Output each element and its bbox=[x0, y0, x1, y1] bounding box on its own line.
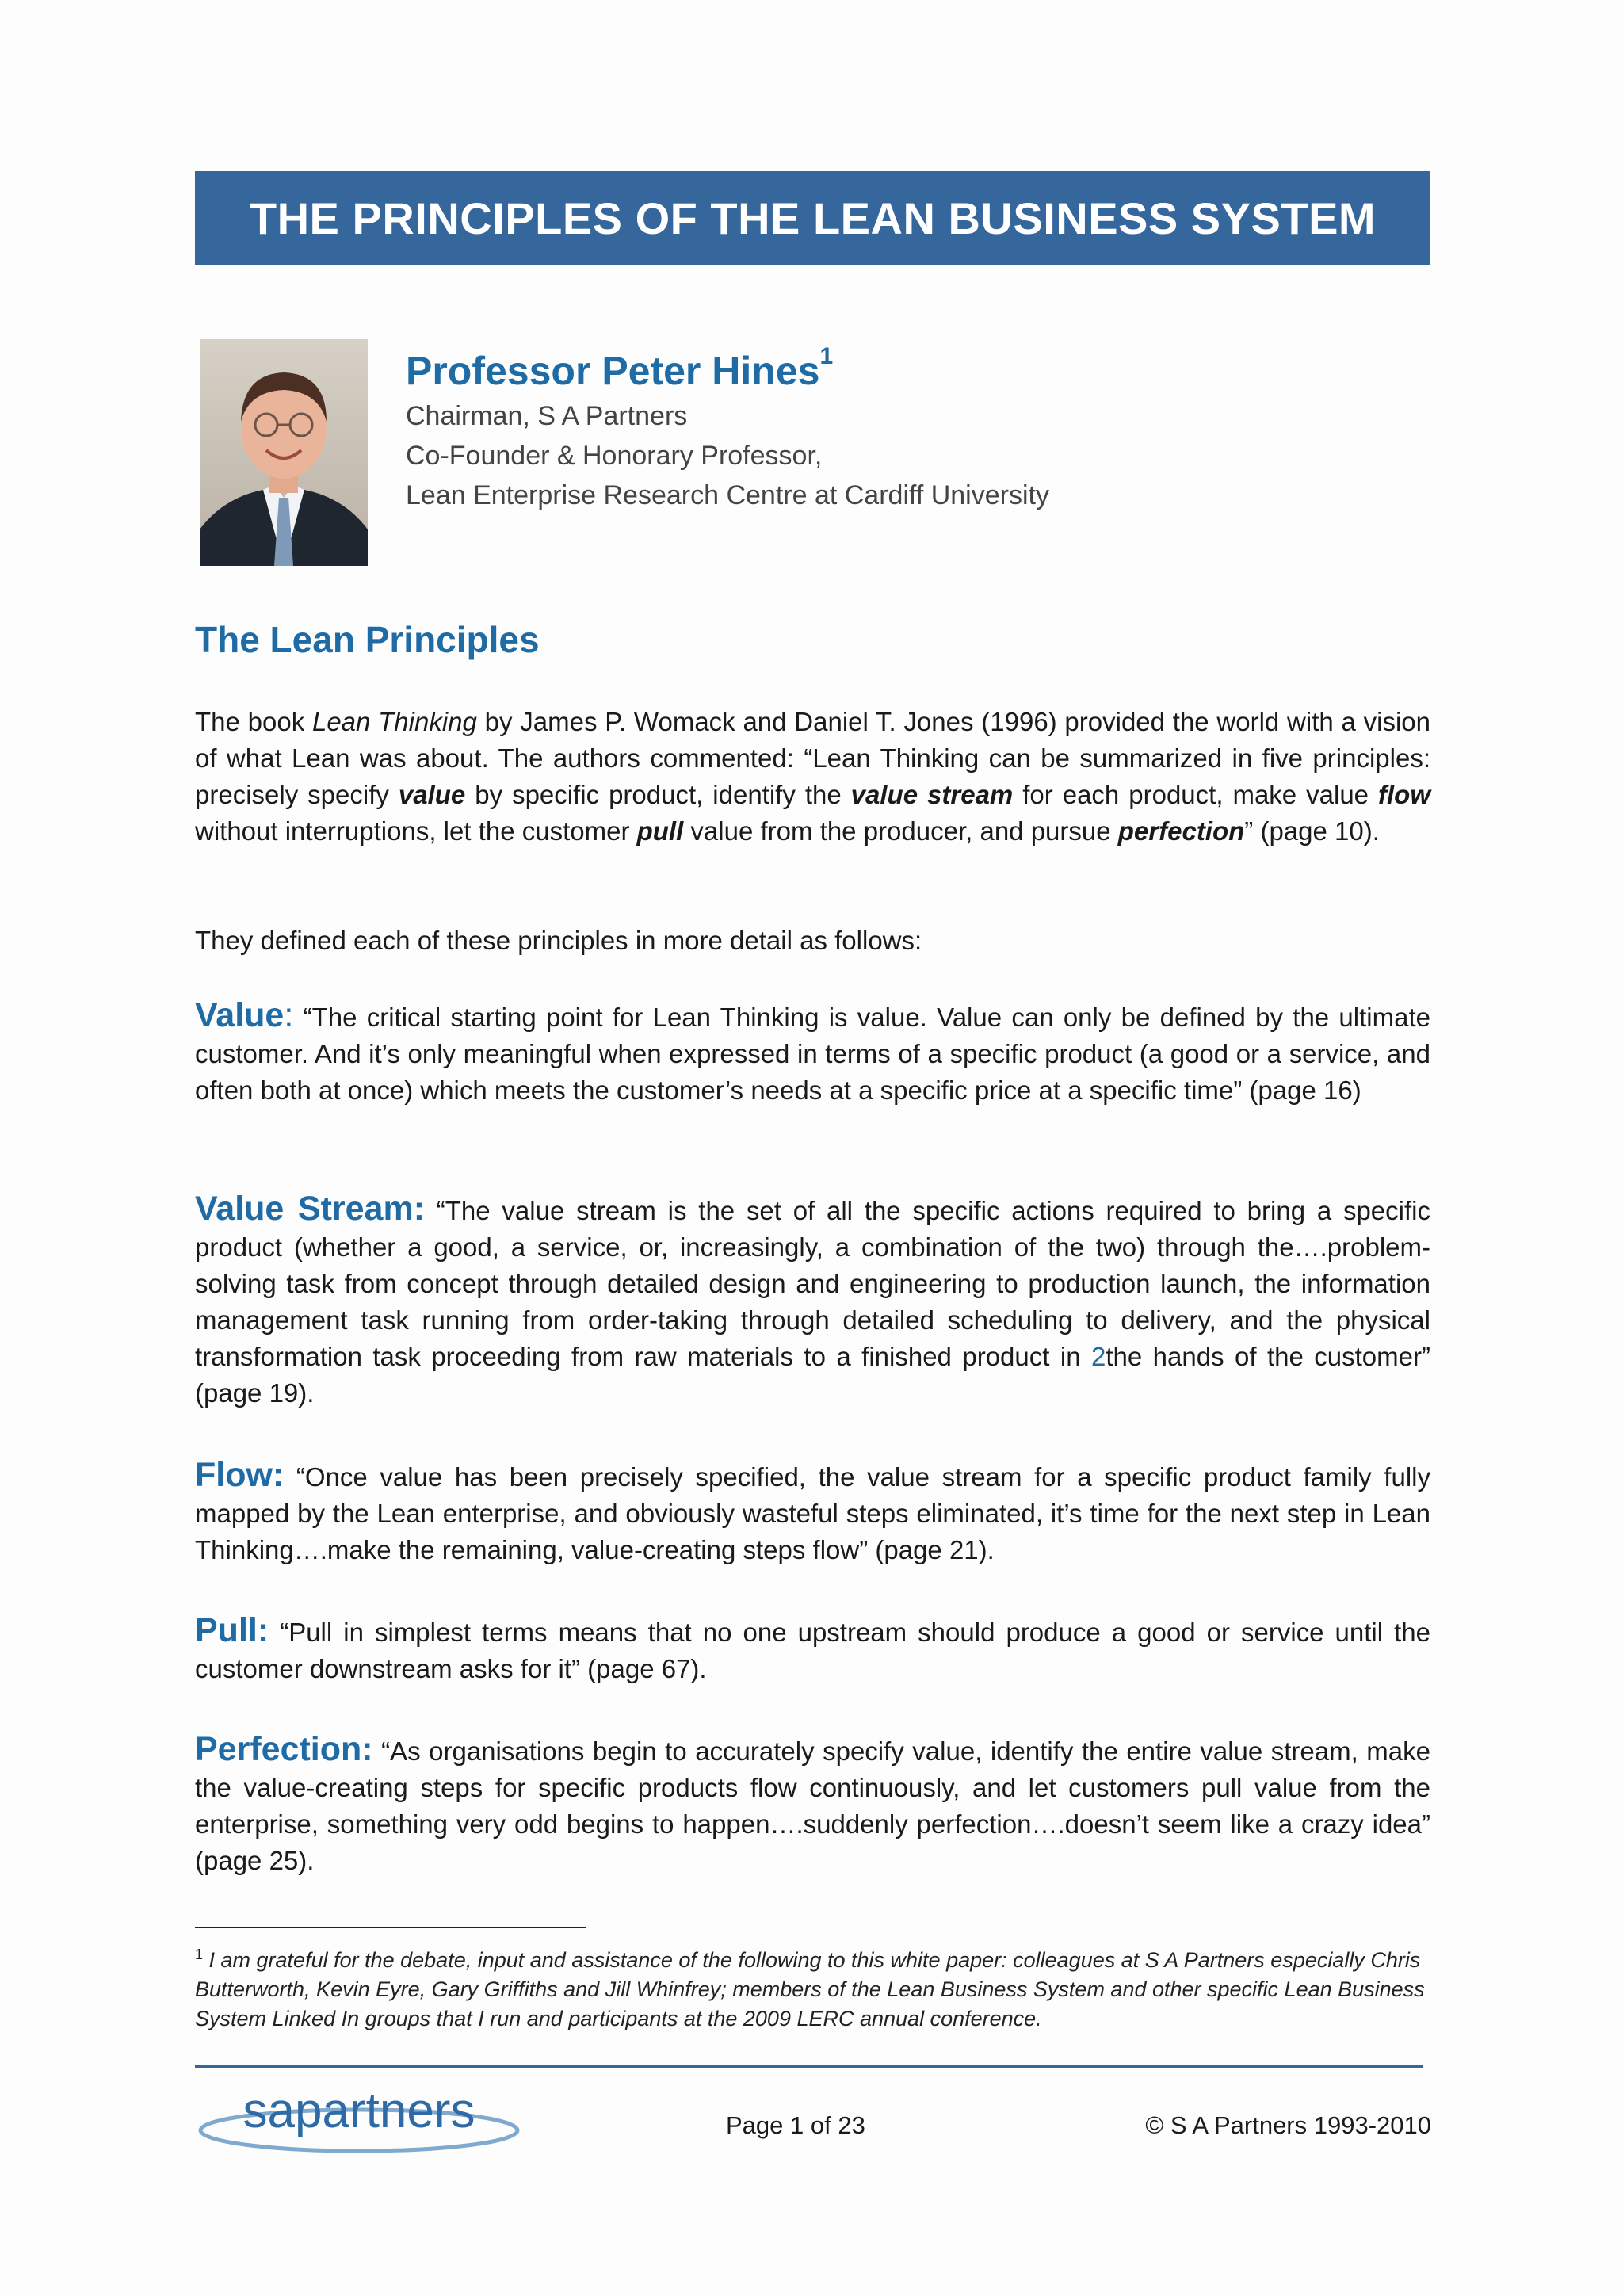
section-heading: The Lean Principles bbox=[195, 619, 540, 660]
principle-value: Value: “The critical starting point for Lean Thinking is value. Value can only be defined by the ultimate customer. And it’s only meaningful when expressed in terms of a specific product (a good or a service, and often both at once) which meets the customer’s needs at a specific price at a specific time” (page 16) bbox=[195, 996, 1430, 1105]
page-marker: 2 bbox=[1090, 1342, 1106, 1371]
lead-paragraph: They defined each of these principles in more detail as follows: bbox=[195, 926, 922, 955]
copyright: © S A Partners 1993-2010 bbox=[1145, 2111, 1431, 2139]
author-role: Chairman, S A Partners bbox=[406, 401, 688, 431]
principle-term: Pull: bbox=[195, 1611, 269, 1649]
page-number: Page 1 of 23 bbox=[726, 2111, 865, 2139]
author-affiliation: Lean Enterprise Research Centre at Cardiff University bbox=[406, 480, 1049, 510]
title-banner bbox=[195, 171, 1430, 265]
principle-term: Value Stream: bbox=[195, 1190, 426, 1228]
principle-flow: Flow: “Once value has been precisely specified, the value stream for a specific product family fully mapped by the Lean enterprise, and obviously wasteful steps eliminated, it’s time for the next step in Lean Thinking….make the remaining, value-creating steps flow” (page 21). bbox=[195, 1456, 1430, 1564]
author-block bbox=[406, 331, 1049, 515]
principle-perfection: Perfection: “As organisations begin to accurately specify value, identify the entire value stream, make the value-creating steps for specific products flow continuously, and let customers pull value from the enterprise, something very odd begins to happen….suddenly perfection….doesn’t seem like a crazy idea” (page 25). bbox=[195, 1730, 1430, 1875]
author-photo bbox=[200, 339, 368, 566]
intro-paragraph: The book Lean Thinking by James P. Womack and Daniel T. Jones (1996) provided the world with a vision of what Lean was about. The authors commented: “Lean Thinking can be summarized in five principles: precisely specify value by specific product, identify the value stream for each product, make value flow without interruptions, let the customer pull value from the producer, and pursue perfection” (page 10). bbox=[195, 707, 1430, 846]
author-role: Co-Founder & Honorary Professor, bbox=[406, 441, 823, 471]
sapartners-logo bbox=[197, 2081, 521, 2157]
footer-divider bbox=[195, 2065, 1423, 2068]
footnote-divider bbox=[195, 1927, 586, 1928]
svg-text:sapartners: sapartners bbox=[242, 2084, 475, 2138]
principle-pull: Pull: “Pull in simplest terms means that no one upstream should produce a good or service until the customer downstream asks for it” (page 67). bbox=[195, 1611, 1430, 1683]
principle-term: Value bbox=[195, 996, 285, 1034]
footnote: $^1$ I am grateful for the debate, input and assistance of the following to this white paper: colleagues at S A Partners especially Chris Butterworth, Kevin Eyre, Gary Griffiths and Jill Whinfrey; members of the Lean Business System and other specific Lean Business System Linked In groups that I run and participants at the 2009 LERC annual conference. bbox=[195, 1946, 1425, 2030]
principle-term: Perfection: bbox=[195, 1730, 373, 1768]
document-title: THE PRINCIPLES OF THE LEAN BUSINESS SYSTEM bbox=[249, 193, 1377, 243]
principle-term: Flow: bbox=[195, 1456, 285, 1494]
principle-value-stream: Value Stream: “The value stream is the set of all the specific actions required to bring a specific product (whether a good, a service, or, increasingly, a combination of the two) through the….problem-solving task from concept through detailed design and engineering to production launch, the information management task running from order-taking through detailed scheduling to delivery, and the physical transformation task proceeding from raw materials to a finished product in 2the hands of the customer” (page 19). bbox=[195, 1190, 1430, 1408]
author-name: Professor Peter Hines$^1$ bbox=[406, 343, 834, 393]
footnote-ref[interactable]: 1 bbox=[819, 343, 834, 369]
